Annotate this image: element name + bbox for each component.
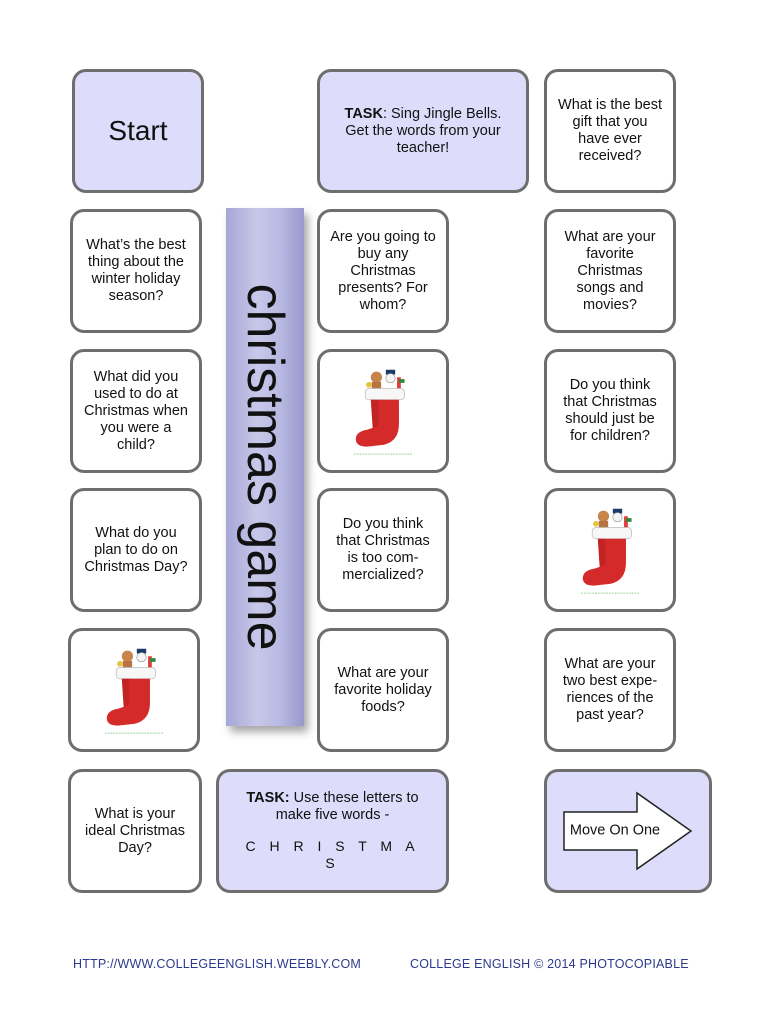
christmas-stocking-icon xyxy=(348,366,418,456)
task-sing-body: : Sing Jingle Bells. Get the words from your teacher! xyxy=(345,105,502,156)
christmas-stocking-icon xyxy=(575,505,645,595)
question-commercialized xyxy=(317,488,449,612)
question-text: What is your ideal Christmas Day? xyxy=(85,805,185,856)
start-label: Start xyxy=(108,115,168,146)
task-label: TASK xyxy=(344,105,383,122)
question-child-christmas xyxy=(70,349,202,473)
stocking-tile xyxy=(68,628,200,752)
question-text: What did you used to do at Christmas when you were a child? xyxy=(84,368,188,453)
question-text: Do you think that Christmas should just be for children? xyxy=(563,377,657,444)
question-text: What are your favorite Christmas songs and movies? xyxy=(564,228,656,313)
question-text: What do you plan to do on Christmas Day? xyxy=(84,524,188,575)
question-text: What’s the best thing about the winter holiday season? xyxy=(86,237,186,304)
christmas-stocking-icon xyxy=(99,645,169,735)
stocking-tile xyxy=(544,488,676,612)
question-ideal-christmas-day xyxy=(68,769,202,893)
question-christmas-presents xyxy=(317,209,449,333)
task-letters-tile xyxy=(216,769,449,893)
footer-website: HTTP://WWW.COLLEGEENGLISH.WEEBLY.COM xyxy=(73,957,362,971)
christmas-letters: C H R I S T M A S xyxy=(245,838,420,871)
footer-copyright: COLLEGE ENGLISH © 2014 PHOTOCOPIABLE xyxy=(410,957,689,971)
task-label: TASK: xyxy=(246,790,290,806)
question-text: What are your favorite holiday foods? xyxy=(334,664,432,715)
move-on-one-label: Move On One xyxy=(569,822,661,839)
game-title: christmas game xyxy=(236,283,294,651)
task-letters-text xyxy=(237,790,428,872)
question-for-children xyxy=(544,349,676,473)
game-title-banner xyxy=(226,208,304,726)
stocking-tile xyxy=(317,349,449,473)
question-text: Are you going to buy any Christmas presents? For whom? xyxy=(330,228,436,313)
question-songs-movies xyxy=(544,209,676,333)
task-letters-body: Use these letters to make five words - xyxy=(275,790,419,823)
move-on-one-tile xyxy=(544,769,712,893)
question-christmas-day-plan xyxy=(70,488,202,612)
start-tile xyxy=(72,69,204,193)
question-text: Do you think that Christmas is too com- mercialized? xyxy=(336,516,430,583)
question-holiday-foods xyxy=(317,628,449,752)
question-text: What are your two best expe- riences of the past year? xyxy=(562,656,658,723)
task-sing-tile xyxy=(317,69,529,193)
question-best-experiences xyxy=(544,628,676,752)
task-sing-text xyxy=(338,106,508,157)
question-best-gift xyxy=(544,69,676,193)
question-text: What is the best gift that you have ever received? xyxy=(558,97,662,164)
question-winter-holiday xyxy=(70,209,202,333)
